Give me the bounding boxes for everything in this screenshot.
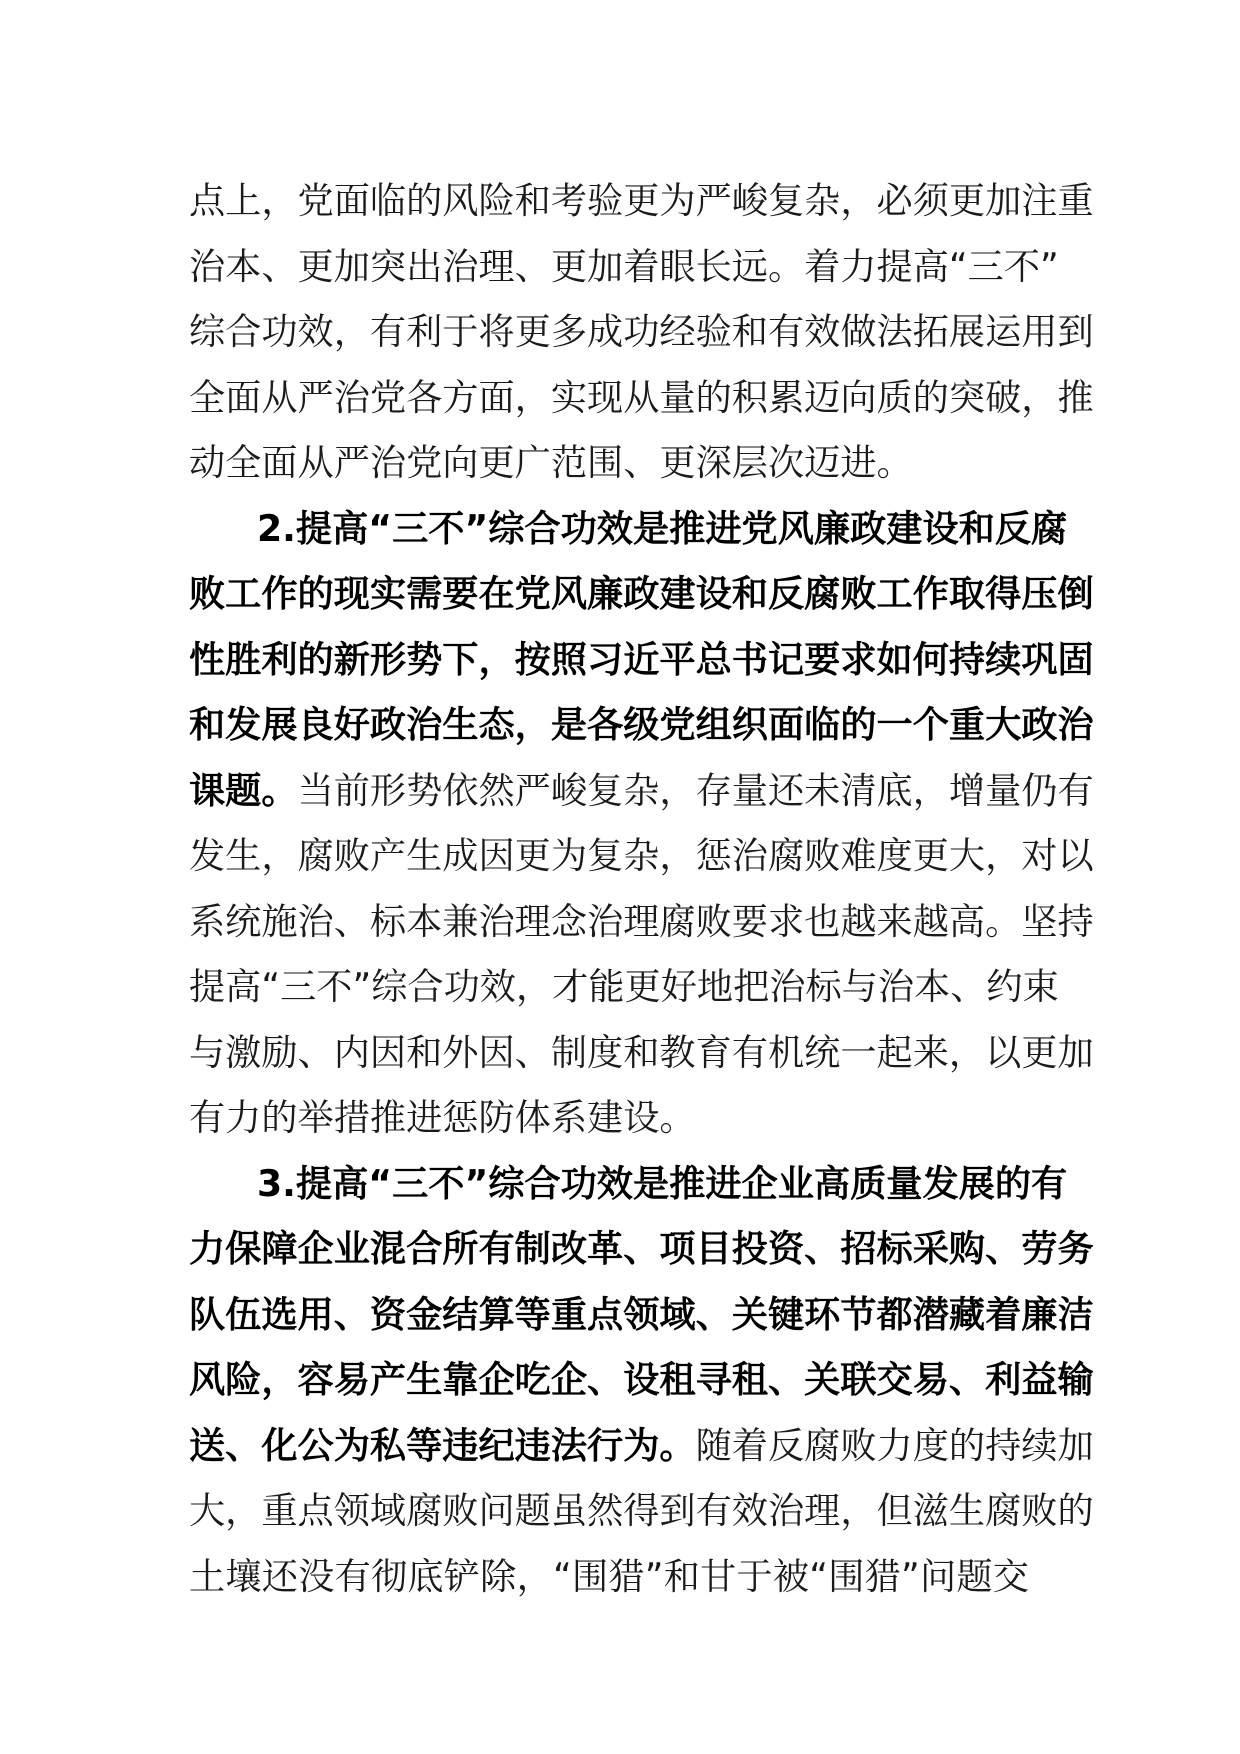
- body-text: 随着反腐败力度的持续加: [695, 1423, 1094, 1467]
- heading-line: 性胜利的新形势下，按照习近平总书记要求如何持续巩固: [189, 637, 1094, 681]
- text-line: 发生，腐败产生成因更为复杂，惩治腐败难度更大，对以: [189, 834, 1094, 877]
- document-body: [189, 168, 1094, 1609]
- paragraph-2: [189, 496, 1094, 1151]
- heading-line: 力保障企业混合所有制改革、项目投资、招标采购、劳务: [189, 1227, 1094, 1270]
- text-line: 提高“三不”综合功效，才能更好地把治标与治本、约束: [189, 965, 1059, 1008]
- heading-line: 和发展良好政治生态，是各级党组织面临的一个重大政治: [189, 703, 1094, 746]
- body-text: 当前形势依然严峻复杂，存量还未清底，增量仍有: [297, 768, 1094, 812]
- text-line: 动全面从严治党向更广范围、更深层次迈进。: [189, 441, 913, 484]
- heading-line: 3.提高“三不”综合功效是推进企业高质量发展的有: [257, 1161, 1068, 1205]
- heading-line: 2.提高“三不”综合功效是推进党风廉政建设和反腐: [257, 506, 1068, 550]
- text-line: 点上，党面临的风险和考验更为严峻复杂，必须更加注重: [189, 179, 1094, 222]
- heading-line: 风险，容易产生靠企吃企、设租寻租、关联交易、利益输: [189, 1358, 1094, 1401]
- paragraph-3: [189, 1151, 1094, 1610]
- heading-tail: 送、化公为私等违纪违法行为。: [189, 1423, 696, 1467]
- heading-line: 队伍选用、资金结算等重点领域、关键环节都潜藏着廉洁: [189, 1292, 1094, 1336]
- heading-line: 败工作的现实需要在党风廉政建设和反腐败工作取得压倒: [189, 572, 1094, 615]
- heading-tail: 课题。: [189, 768, 298, 812]
- text-line: 有力的举措推进惩防体系建设。: [189, 1096, 696, 1139]
- text-line: 土壤还没有彻底铲除，“围猎”和甘于被“围猎”问题交: [189, 1554, 1029, 1598]
- text-line: 大，重点领域腐败问题虽然得到有效治理，但滋生腐败的: [189, 1489, 1094, 1532]
- text-line: 系统施治、标本兼治理念治理腐败要求也越来越高。坚持: [189, 899, 1094, 943]
- text-line: 治本、更加突出治理、更加着眼长远。着力提高“三不”: [189, 244, 1059, 288]
- text-line: 全面从严治党各方面，实现从量的积累迈向质的突破，推: [189, 375, 1094, 419]
- text-line: 综合功效，有利于将更多成功经验和有效做法拓展运用到: [189, 310, 1094, 353]
- paragraph-1: [189, 168, 1094, 496]
- text-line: 与激励、内因和外因、制度和教育有机统一起来，以更加: [189, 1030, 1094, 1074]
- mixed-line: [189, 758, 1094, 824]
- mixed-line: [189, 1413, 1094, 1479]
